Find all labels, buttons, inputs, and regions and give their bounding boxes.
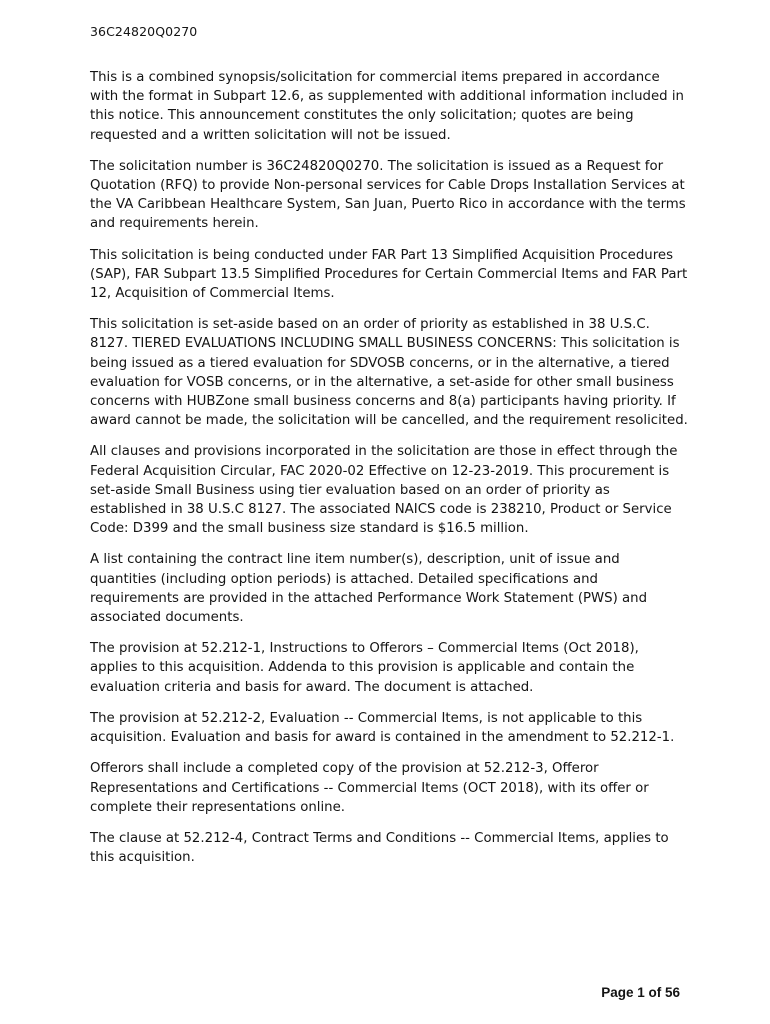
paragraph-52-212-4: The clause at 52.212-4, Contract Terms and Conditions -- Commercial Items, applies to this acquisition. — [90, 830, 669, 866]
paragraph-line-items: A list containing the contract line item number(s), description, unit of issue and quantities (including option periods) is attached. Detailed specifications and requirements are provided in the attached Performance Work Statement (PWS) and associated documents. — [90, 552, 648, 626]
paragraph-set-aside: This solicitation is set-aside based on an order of priority as established in 38 U.S.C. 8127. TIERED EVALUATIONS INCLUDING SMALL BUSINESS CONCERNS: This solicitation is being issued as a tiered evaluation for SDVOSB concerns, or in the alternative, a tiered evaluation for VOSB concerns, or in the alternative, a set-aside for other small business concerns with HUBZone small business concerns and 8(a) participants having priority. If award cannot be made, the solicitation will be cancelled, and the requirement resolicited. — [90, 317, 688, 429]
paragraph-solicitation-number: The solicitation number is 36C24820Q0270. The solicitation is issued as a Request for Quotation (RFQ) to provide Non-personal services for Cable Drops Installation Services at the VA Caribbean Healthcare System, San Juan, Puerto Rico in accordance with the terms and requirements herein. — [90, 158, 686, 232]
document-body — [90, 68, 690, 879]
paragraph-synopsis: This is a combined synopsis/solicitation for commercial items prepared in accordance with the format in Subpart 12.6, as supplemented with additional information included in this notice. This announcement constitutes the only solicitation; quotes are being requested and a written solicitation will not be issued. — [90, 70, 684, 143]
paragraph-52-212-2: The provision at 52.212-2, Evaluation -- Commercial Items, is not applicable to this acquisition. Evaluation and basis for award is contained in the amendment to 52.212-1. — [90, 710, 675, 746]
paragraph-far-part-13: This solicitation is being conducted under FAR Part 13 Simplified Acquisition Procedures (SAP), FAR Subpart 13.5 Simplified Procedures for Certain Commercial Items and FAR Part 12, Acquisition of Commercial Items. — [90, 247, 688, 302]
paragraph-52-212-1: The provision at 52.212-1, Instructions to Offerors – Commercial Items (Oct 2018), applies to this acquisition. Addenda to this provision is applicable and contain the evaluation criteria and basis for award. The document is attached. — [90, 641, 639, 695]
page-number: Page 1 of 56 — [601, 985, 680, 1000]
document-id-header: 36C24820Q0270 — [90, 24, 198, 39]
paragraph-52-212-3: Offerors shall include a completed copy of the provision at 52.212-3, Offeror Representations and Certifications -- Commercial Items (OCT 2018), with its offer or complete their representations online. — [90, 761, 649, 815]
paragraph-clauses-provisions: All clauses and provisions incorporated in the solicitation are those in effect through the Federal Acquisition Circular, FAC 2020-02 Effective on 12-23-2019. This procurement is set-aside Small Business using tier evaluation based on an order of priority as established in 38 U.S.C 8127. The associated NAICS code is 238210, Product or Service Code: D399 and the small business size standard is $16.5 million. — [90, 444, 678, 537]
